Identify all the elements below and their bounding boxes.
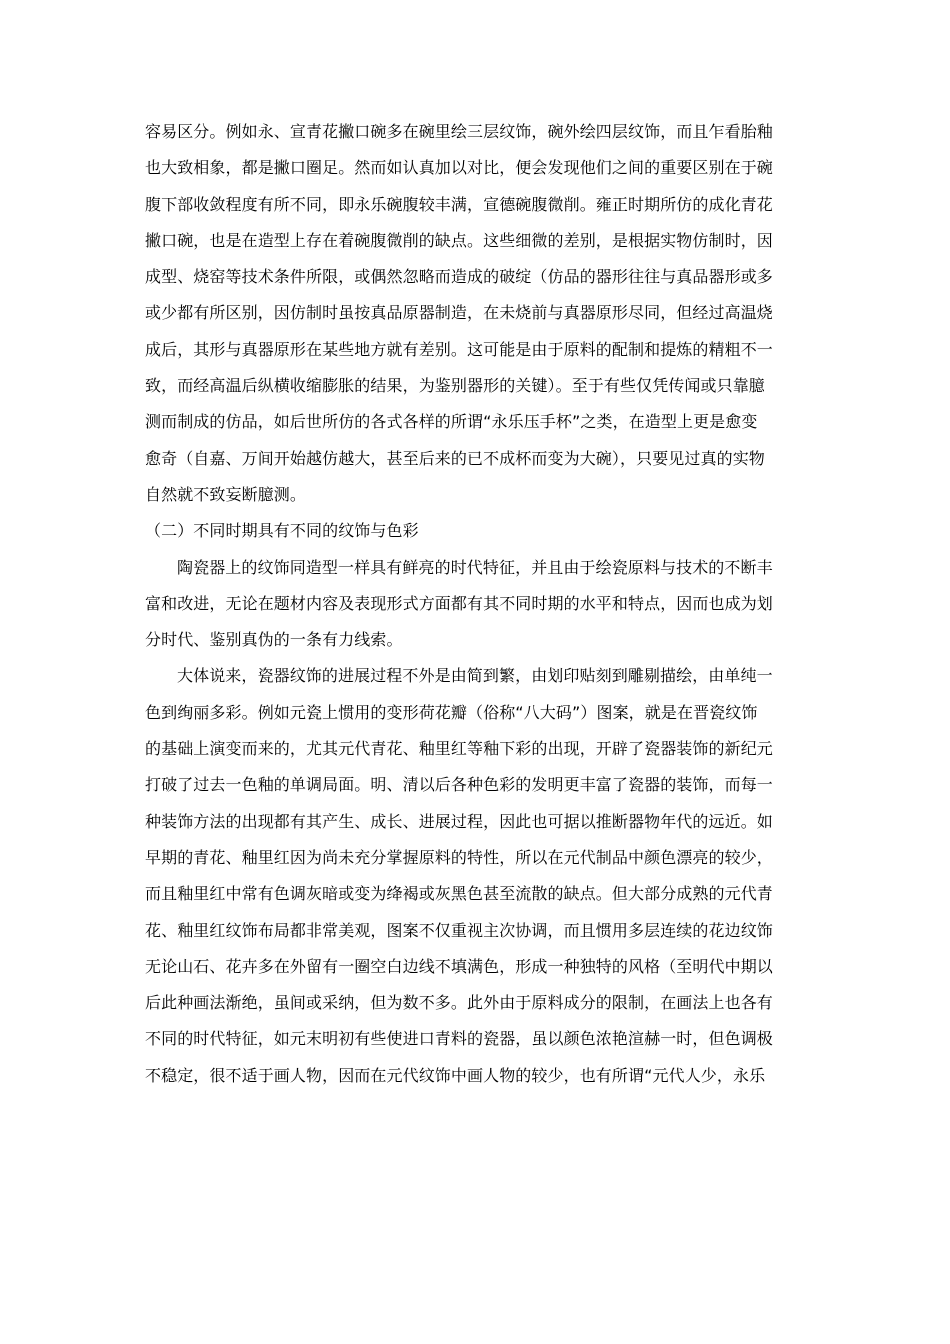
paragraph-line: 成型、烧窑等技术条件所限，或偶然忽略而造成的破绽（仿品的器形往往与真品器形或多 — [145, 267, 773, 287]
document-body — [145, 114, 808, 1094]
paragraph-line: 不稳定，很不适于画人物，因而在元代纹饰中画人物的较少，也有所谓“元代人少，永乐 — [145, 1065, 766, 1085]
paragraph-line: 无论山石、花卉多在外留有一圈空白边线不填满色，形成一种独特的风格（至明代中期以 — [145, 956, 773, 976]
paragraph-line: 花、釉里红纹饰布局都非常美观，图案不仅重视主次协调，而且惯用多层连续的花边纹饰 — [145, 920, 773, 940]
paragraph-line: 不同的时代特征，如元末明初有些使进口青料的瓷器，虽以颜色浓艳渲赫一时，但色调极 — [145, 1029, 773, 1049]
paragraph-line: 大体说来，瓷器纹饰的进展过程不外是由简到繁，由划印贴刻到雕剔描绘，由单纯一 — [177, 666, 773, 686]
paragraph-line: 打破了过去一色釉的单调局面。明、清以后各种色彩的发明更丰富了瓷器的装饰，而每一 — [145, 775, 773, 795]
paragraph-line: 腹下部收敛程度有所不同，即永乐碗腹较丰满，宣德碗腹微削。雍正时期所仿的成化青花 — [145, 194, 773, 214]
paragraph-1 — [145, 114, 808, 513]
paragraph-line: 而且釉里红中常有色调灰暗或变为绛褐或灰黑色甚至流散的缺点。但大部分成熟的元代青 — [145, 884, 773, 904]
paragraph-2 — [145, 550, 808, 659]
paragraph-line: 的基础上演变而来的，尤其元代青花、釉里红等釉下彩的出现，开辟了瓷器装饰的新纪元 — [145, 739, 773, 759]
paragraph-line: 早期的青花、釉里红因为尚未充分掌握原料的特性，所以在元代制品中颜色漂亮的较少， — [145, 847, 773, 867]
paragraph-line: 测而制成的仿品，如后世所仿的各式各样的所谓“永乐压手杯”之类，在造型上更是愈变 — [145, 412, 758, 432]
paragraph-line: 撇口碗，也是在造型上存在着碗腹微削的缺点。这些细微的差别，是根据实物仿制时，因 — [145, 230, 773, 250]
paragraph-line: 容易区分。例如永、宣青花撇口碗多在碗里绘三层纹饰，碗外绘四层纹饰，而且乍看胎釉 — [145, 122, 773, 141]
paragraph-line: 色到绚丽多彩。例如元瓷上惯用的变形荷花瓣（俗称“八大码”）图案，就是在晋瓷纹饰 — [145, 702, 758, 722]
paragraph-line: 自然就不致妄断臆测。 — [145, 484, 307, 504]
paragraph-line: 分时代、鉴别真伪的一条有力线索。 — [145, 630, 403, 650]
paragraph-line: 富和改进，无论在题材内容及表现形式方面都有其不同时期的水平和特点，因而也成为划 — [145, 593, 773, 613]
paragraph-line: 愈奇（自嘉、万间开始越仿越大，甚至后来的已不成杯而变为大碗），只要见过真的实物 — [145, 448, 765, 468]
paragraph-line: 也大致相象，都是撇口圈足。然而如认真加以对比，便会发现他们之间的重要区别在于碗 — [145, 158, 773, 178]
paragraph-line: 后此种画法渐绝，虽间或采纳，但为数不多。此外由于原料成分的限制，在画法上也各有 — [145, 993, 773, 1013]
paragraph-3 — [145, 658, 808, 1094]
paragraph-line: 成后，其形与真器原形在某些地方就有差别。这可能是由于原料的配制和提炼的精粗不一 — [145, 339, 773, 359]
paragraph-line: 致，而经高温后纵横收缩膨胀的结果，为鉴别器形的关键）。至于有些仅凭传闻或只靠臆 — [145, 376, 765, 396]
paragraph-line: 或少都有所区别，因仿制时虽按真品原器制造，在未烧前与真器原形尽同，但经过高温烧 — [145, 303, 773, 323]
section-heading: （二）不同时期具有不同的纹饰与色彩 — [145, 521, 419, 541]
paragraph-line: 陶瓷器上的纹饰同造型一样具有鲜亮的时代特征，并且由于绘瓷原料与技术的不断丰 — [177, 557, 773, 577]
paragraph-line: 种装饰方法的出现都有其产生、成长、进展过程，因此也可据以推断器物年代的远近。如 — [145, 811, 773, 831]
